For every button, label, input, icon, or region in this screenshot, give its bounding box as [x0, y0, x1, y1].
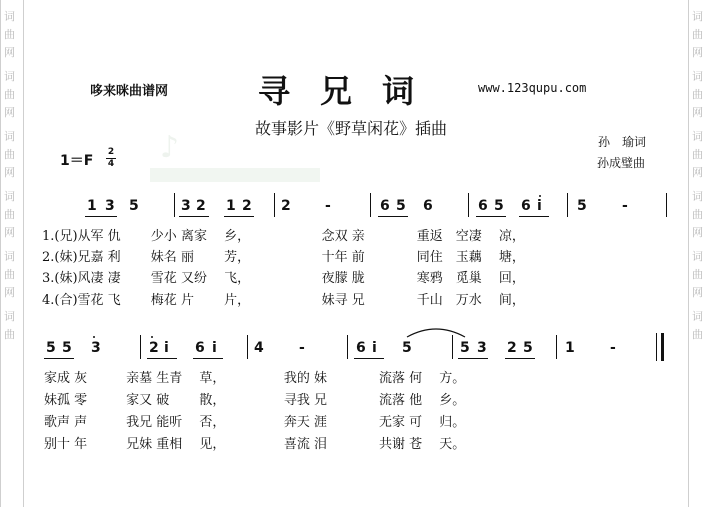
note: 1 — [87, 198, 97, 214]
note: 6 — [195, 340, 205, 356]
watermark-char: 词 — [692, 70, 703, 83]
watermark-char: 网 — [4, 166, 15, 179]
note: - — [622, 198, 628, 214]
time-signature — [106, 148, 116, 169]
beam-underline — [193, 358, 223, 359]
watermark-char: 曲 — [4, 268, 15, 281]
watermark-char: 曲 — [4, 148, 15, 161]
lyric-verse-1-cont: 家成 灰 亲墓 生青 草， 我的 妹 流落 何 方。 — [44, 371, 466, 386]
watermark-char: 词 — [692, 10, 703, 23]
note: 5 — [460, 340, 470, 356]
note: 5 — [396, 198, 406, 214]
tie-arc — [405, 324, 467, 338]
barline — [370, 193, 371, 217]
watermark-char: 曲 — [692, 88, 703, 101]
left-watermark-strip — [0, 0, 24, 507]
note: 3 — [105, 198, 115, 214]
watermark-char: 词 — [4, 70, 15, 83]
barline — [468, 193, 469, 217]
beam-underline — [224, 216, 254, 217]
watermark-char: 网 — [4, 286, 15, 299]
note: 3 — [181, 198, 191, 214]
lyricist-credit: 孙 瑜词 — [598, 135, 647, 149]
lyric-verse-4-cont: 别十 年 兄妹 重相 见， 喜流 泪 共谢 苍 天。 — [44, 437, 466, 452]
note: - — [299, 340, 305, 356]
watermark-char: 网 — [692, 226, 703, 239]
note: 5 — [62, 340, 72, 356]
barline — [274, 193, 275, 217]
watermark-char: 曲 — [4, 28, 15, 41]
watermark-char: 曲 — [692, 328, 703, 341]
note: 2 — [149, 340, 159, 356]
note: 2 — [196, 198, 206, 214]
beam-underline — [458, 358, 488, 359]
site-url: www.123qupu.com — [478, 81, 587, 95]
beam-underline — [519, 216, 549, 217]
watermark-char: 词 — [4, 250, 15, 263]
note: i — [372, 340, 377, 356]
note: 2 — [281, 198, 291, 214]
barline — [174, 193, 175, 217]
barline — [452, 335, 453, 359]
note: 6 — [478, 198, 488, 214]
time-signature-top: 2 — [107, 147, 115, 157]
high-octave-dot — [93, 336, 95, 338]
watermark-char: 曲 — [692, 268, 703, 281]
final-barline-thick — [661, 333, 664, 361]
site-name: 哆来咪曲谱网 — [90, 84, 169, 99]
watermark-char: 词 — [4, 310, 15, 323]
note: i — [537, 198, 542, 214]
barline — [666, 193, 667, 217]
beam-underline — [85, 216, 117, 217]
note: 2 — [242, 198, 252, 214]
note: i — [212, 340, 217, 356]
note: 6 — [356, 340, 366, 356]
beam-underline — [147, 358, 177, 359]
right-watermark-strip — [688, 0, 710, 507]
watermark-char: 词 — [4, 10, 15, 23]
watermark-char: 曲 — [692, 148, 703, 161]
song-subtitle: 故事影片《野草闲花》插曲 — [255, 119, 448, 138]
watermark-char: 词 — [692, 250, 703, 263]
watermark-char: 曲 — [4, 88, 15, 101]
note: 6 — [380, 198, 390, 214]
watermark-char: 网 — [4, 106, 15, 119]
watermark-char: 词 — [692, 190, 703, 203]
watermark-char: 词 — [692, 310, 703, 323]
time-signature-bottom: 4 — [107, 159, 115, 169]
composer-credit: 孙成璧曲 — [597, 156, 646, 170]
barline — [247, 335, 248, 359]
note: 1 — [565, 340, 575, 356]
barline — [567, 193, 568, 217]
watermark-char: 网 — [692, 46, 703, 59]
lyric-verse-3: 3.(妹)风凄 凄 雪花 又纷 飞， 夜朦 胧 寒鸦 觅巢 回， — [42, 271, 525, 286]
note: 6 — [423, 198, 433, 214]
note: 3 — [91, 340, 101, 356]
note: 5 — [494, 198, 504, 214]
watermark-char: 曲 — [692, 208, 703, 221]
beam-underline — [354, 358, 384, 359]
beam-underline — [378, 216, 408, 217]
watermark-char: 曲 — [4, 328, 15, 341]
note: 4 — [254, 340, 264, 356]
note: - — [610, 340, 616, 356]
lyric-verse-2: 2.(妹)兄嘉 利 妹名 丽 芳， 十年 前 同住 玉藕 塘， — [42, 250, 525, 265]
barline — [347, 335, 348, 359]
lyric-verse-4: 4.(合)雪花 飞 梅花 片 片， 妹寻 兄 千山 万水 间， — [42, 293, 525, 308]
beam-underline — [505, 358, 535, 359]
watermark-char: 网 — [4, 226, 15, 239]
note: 1 — [226, 198, 236, 214]
watermark-char: 网 — [692, 166, 703, 179]
high-octave-dot — [151, 336, 153, 338]
watermark-char: 词 — [692, 130, 703, 143]
background-watermark-logo: ♪ — [160, 130, 180, 165]
song-title: 寻兄词 — [258, 72, 445, 110]
beam-underline — [476, 216, 506, 217]
lyric-verse-2-cont: 妹孤 零 家又 破 散， 寻我 兄 流落 他 乡。 — [44, 393, 466, 408]
note: - — [325, 198, 331, 214]
key-signature: 1＝F — [60, 153, 94, 169]
barline — [140, 335, 141, 359]
watermark-char: 网 — [4, 46, 15, 59]
watermark-char: 词 — [4, 130, 15, 143]
note: 3 — [477, 340, 487, 356]
note: 5 — [129, 198, 139, 214]
lyric-verse-1: 1.(兄)从军 仇 少小 离家 乡， 念双 亲 重返 空凄 凉， — [42, 229, 525, 244]
high-octave-dot — [539, 195, 541, 197]
note: 5 — [577, 198, 587, 214]
watermark-char: 网 — [692, 286, 703, 299]
watermark-char: 曲 — [4, 208, 15, 221]
watermark-char: 曲 — [692, 28, 703, 41]
note: 2 — [507, 340, 517, 356]
final-barline-thin — [656, 333, 657, 361]
beam-underline — [179, 216, 209, 217]
note: 6 — [521, 198, 531, 214]
background-watermark-band — [150, 168, 320, 182]
watermark-char: 词 — [4, 190, 15, 203]
beam-underline — [44, 358, 74, 359]
lyric-verse-3-cont: 歌声 声 我兄 能听 否， 奔天 涯 无家 可 归。 — [44, 415, 466, 430]
note: 5 — [46, 340, 56, 356]
watermark-char: 网 — [692, 106, 703, 119]
note: 5 — [523, 340, 533, 356]
note: i — [164, 340, 169, 356]
note: 5 — [402, 340, 412, 356]
barline — [556, 335, 557, 359]
